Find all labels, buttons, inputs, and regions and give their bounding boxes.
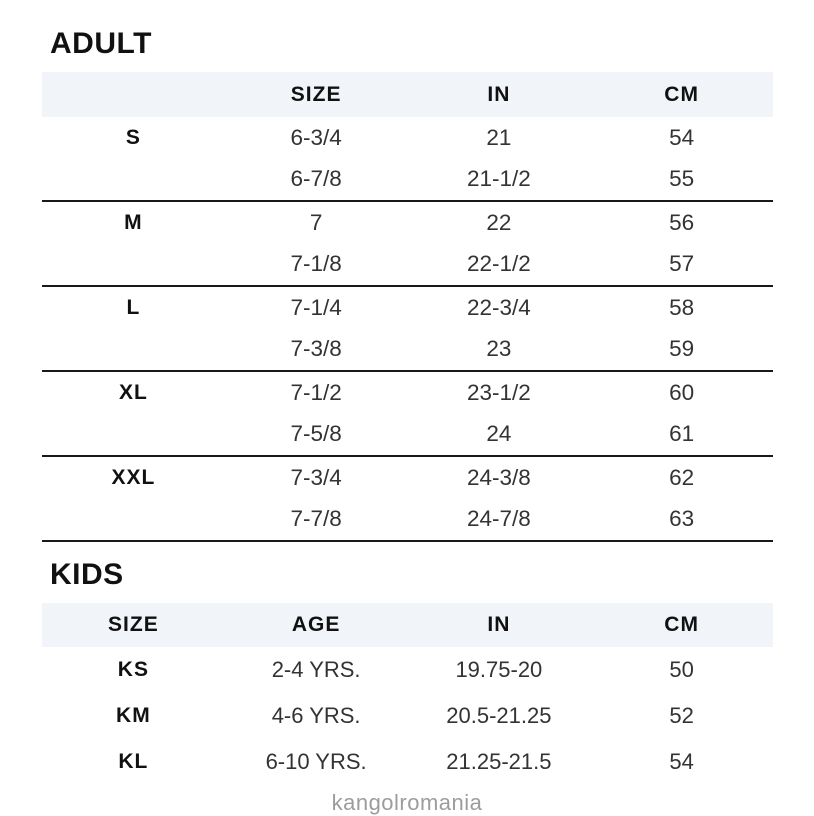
size-value: 7-1/4 <box>290 294 342 320</box>
cm-value: 50 <box>669 657 694 682</box>
in-value: 24-3/8 <box>466 464 531 490</box>
cm-value: 62 <box>669 464 695 490</box>
size-label: KS <box>117 658 149 681</box>
kids-column-header-cm: CM <box>664 613 699 636</box>
adult-heading: ADULT <box>50 27 152 60</box>
age-value: 2-4 YRS. <box>271 657 361 682</box>
kids-column-header-size: SIZE <box>108 613 159 636</box>
cm-value: 54 <box>669 124 695 150</box>
adult-size-group-xl <box>42 372 773 457</box>
adult-size-group-l <box>42 287 773 372</box>
adult-size-group-xxl <box>42 457 773 542</box>
cm-value: 59 <box>669 336 695 362</box>
table-row <box>42 647 773 693</box>
size-label: S <box>125 125 141 149</box>
in-value: 21-1/2 <box>466 166 531 192</box>
table-row <box>42 329 773 371</box>
size-value: 7 <box>309 209 323 235</box>
cm-value: 55 <box>669 166 695 192</box>
in-value: 24 <box>486 421 512 447</box>
size-label: XL <box>118 380 148 404</box>
size-value: 7-7/8 <box>290 506 342 532</box>
kids-table-header <box>42 603 773 647</box>
kids-heading: KIDS <box>50 558 124 591</box>
table-row <box>42 693 773 739</box>
in-value: 22-1/2 <box>466 251 531 277</box>
adult-size-group-s <box>42 117 773 202</box>
table-row <box>42 159 773 201</box>
size-value: 7-5/8 <box>290 421 342 447</box>
cm-value: 58 <box>669 294 695 320</box>
size-value: 7-1/8 <box>290 251 342 277</box>
in-value: 23-1/2 <box>466 379 531 405</box>
in-value: 21.25-21.5 <box>446 749 552 774</box>
adult-size-table <box>42 72 773 542</box>
table-row <box>42 244 773 286</box>
kids-column-header-age: AGE <box>291 613 341 636</box>
table-row <box>42 117 773 159</box>
in-value: 23 <box>486 336 512 362</box>
in-value: 19.75-20 <box>455 657 543 682</box>
table-row <box>42 202 773 244</box>
size-value: 7-1/2 <box>290 379 342 405</box>
kids-section <box>0 558 814 785</box>
size-value: 6-3/4 <box>290 124 342 150</box>
size-value: 6-7/8 <box>290 166 342 192</box>
size-value: 7-3/8 <box>290 336 342 362</box>
table-row <box>42 287 773 329</box>
table-row <box>42 499 773 541</box>
in-value: 22-3/4 <box>466 294 531 320</box>
adult-column-header-cm: CM <box>664 82 699 106</box>
adult-column-header-size: SIZE <box>290 82 342 106</box>
kids-column-header-in: IN <box>487 613 511 636</box>
table-row <box>42 414 773 456</box>
size-label: M <box>124 210 143 234</box>
cm-value: 61 <box>669 421 695 447</box>
age-value: 4-6 YRS. <box>271 703 361 728</box>
cm-value: 63 <box>669 506 695 532</box>
in-value: 22 <box>486 209 512 235</box>
size-label: KM <box>116 704 151 727</box>
size-label: KL <box>118 750 149 773</box>
cm-value: 60 <box>669 379 695 405</box>
in-value: 24-7/8 <box>466 506 531 532</box>
table-row <box>42 457 773 499</box>
size-label: L <box>126 295 141 319</box>
table-row <box>42 372 773 414</box>
in-value: 21 <box>486 124 512 150</box>
age-value: 6-10 YRS. <box>265 749 367 774</box>
in-value: 20.5-21.25 <box>446 703 552 728</box>
table-row <box>42 739 773 785</box>
cm-value: 54 <box>669 749 694 774</box>
cm-value: 52 <box>669 703 694 728</box>
adult-size-group-m <box>42 202 773 287</box>
brand-watermark: kangolromania <box>331 790 483 815</box>
adult-table-header <box>42 72 773 117</box>
kids-size-table <box>42 603 773 785</box>
cm-value: 57 <box>669 251 695 277</box>
cm-value: 56 <box>669 209 695 235</box>
adult-column-header-in: IN <box>487 82 511 106</box>
size-value: 7-3/4 <box>290 464 342 490</box>
size-label: XXL <box>111 465 156 489</box>
